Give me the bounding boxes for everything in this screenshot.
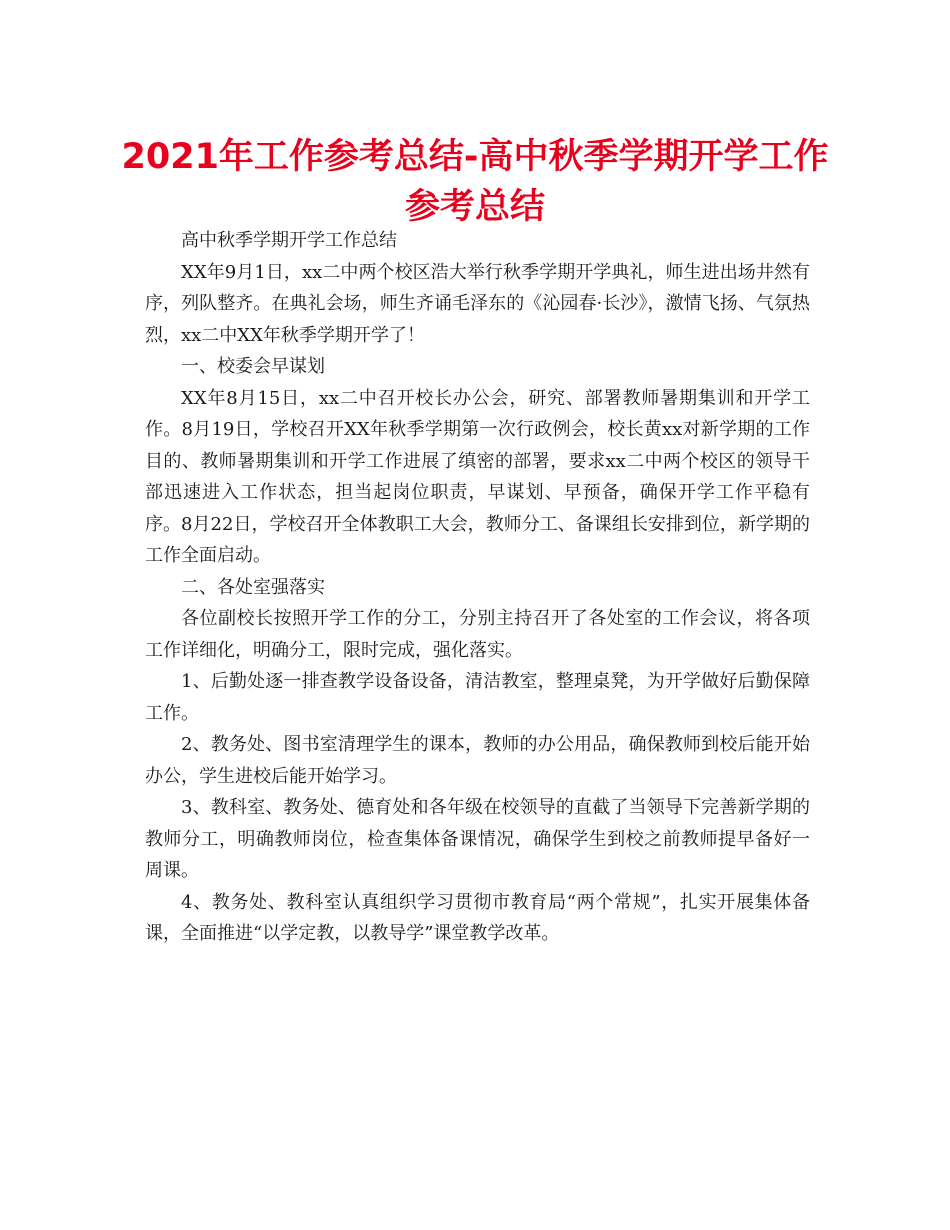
list-item: 1、后勤处逐一排查教学设备设备，清洁教室，整理桌凳，为开学做好后勤保障工作。 bbox=[145, 671, 810, 724]
paragraph: XX年8月15日，xx二中召开校长办公会，研究、部署教师暑期集训和开学工作。8月19日，学校召开XX年秋季学期第一次行政例会，校长黄xx对新学期的工作目的、教师暑期集训和开学工作进展了缜密的部署，要求xx二中两个校区的领导干部迅速进入工作状态，担当起岗位职责，早谋划、早预备，确保开学工作平稳有序。8月22日，学校召开全体教职工大会，教师分工、备课组长安排到位，新学期的工作全面启动。 bbox=[145, 387, 810, 566]
document-body bbox=[145, 225, 810, 950]
section-heading: 一、校委会早谋划 bbox=[181, 356, 325, 377]
list-item: 4、教务处、教科室认真组织学习贯彻市教育局“两个常规”，扎实开展集体备课，全面推进“以学定教，以教导学”课堂教学改革。 bbox=[145, 891, 810, 944]
list-item: 3、教科室、教务处、德育处和各年级在校领导的直截了当领导下完善新学期的教师分工，明确教师岗位，检查集体备课情况，确保学生到校之前教师提早备好一周课。 bbox=[145, 797, 810, 881]
paragraph: XX年9月1日，xx二中两个校区浩大举行秋季学期开学典礼，师生进出场井然有序，列队整齐。在典礼会场，师生齐诵毛泽东的《沁园春·长沙》，激情飞扬、气氛热烈，xx二中XX年秋季学期开学了！ bbox=[145, 261, 810, 346]
section-heading: 二、各处室强落实 bbox=[181, 576, 325, 598]
paragraph: 各位副校长按照开学工作的分工，分别主持召开了各处室的工作会议，将各项工作详细化，明确分工，限时完成，强化落实。 bbox=[145, 608, 810, 661]
list-item: 2、教务处、图书室清理学生的课本，教师的办公用品，确保教师到校后能开始办公，学生进校后能开始学习。 bbox=[145, 734, 810, 787]
document-title: 2021年工作参考总结-高中秋季学期开学工作参考总结 bbox=[121, 137, 829, 227]
paragraph-subtitle: 高中秋季学期开学工作总结 bbox=[181, 230, 397, 251]
